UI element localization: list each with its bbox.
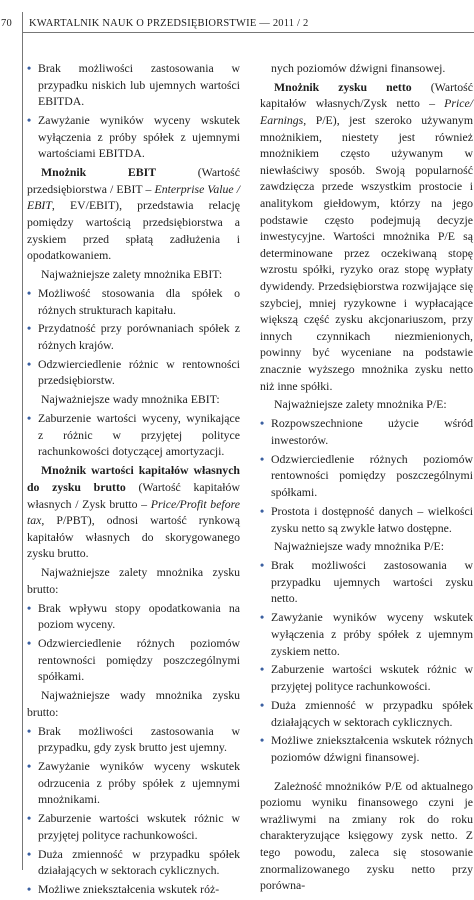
heading-ebit-advantages: Najważniejsze zalety mnożnika EBIT: [41, 267, 223, 282]
bullet-icon: • [260, 416, 265, 431]
continuation-text: nych poziomów dźwigni finansowej. [271, 61, 446, 75]
list-item: • Duża zmienność w przypadku spółek działających w sektorach cyklicznych. [27, 846, 240, 878]
bullet-icon: • [260, 558, 265, 573]
bullet-icon: • [260, 697, 265, 712]
bullet-icon: • [27, 636, 32, 651]
list-item: • Przydatność przy porównaniach spółek z różnych krajów. [27, 321, 240, 352]
heading-pbt-disadvantages: Najważniejsze wady mnożnika zysku brutto: [27, 688, 240, 719]
bullet-icon: • [260, 451, 265, 466]
bullet-icon: • [27, 61, 32, 75]
bullet-icon: • [27, 321, 32, 336]
list-item: • Możliwe zniekształcenia wskutek róż- [27, 882, 220, 897]
vertical-rule [22, 12, 23, 870]
list-item: • Zaburzenie wartości wskutek różnic w przyjętej polityce rachunkowości. [260, 662, 473, 694]
running-title: KWARTALNIK NAUK O PRZEDSIĘBIORSTWIE — 2011 / 2 [29, 18, 309, 29]
bullet-icon: • [27, 411, 32, 426]
bullet-icon: • [260, 610, 265, 625]
page-header [0, 0, 474, 34]
bullet-icon: • [260, 733, 265, 748]
list-item: • Brak możliwości zastosowania w przypadku ujemnych wartości zysku netto. [260, 558, 473, 606]
paragraph-ebit: Mnożnik EBIT (Wartość przedsiębiorstwa / EBIT – Enterprise Value / EBIT, EV/EBIT), przedstawia relację pomiędzy wartością przedsiębiorstwa a zyskiem przed spłatą zadłużenia i opodatkowaniem. [27, 165, 241, 263]
page-number: 70 [1, 18, 12, 29]
bullet-icon: • [260, 503, 265, 518]
paragraph-pbt: Mnożnik wartości kapitałów własnych do zysku brutto (Wartość kapitałów własnych / Zysk brutto – Price/Profit before tax, P/PBT), odnosi wartość rynkową kapitałów własnych do skorygowanego zysku brutto. [27, 463, 240, 561]
bullet-icon: • [27, 600, 32, 615]
bullet-icon: • [27, 846, 32, 861]
list-item: • Rozpowszechnione użycie wśród inwestorów. [260, 416, 473, 447]
list-item: • Duża zmienność w przypadku spółek działających w sektorach cyklicznych. [260, 697, 473, 729]
list-item: • Brak wpływu stopy opodatkowania na poziom wyceny. [27, 600, 240, 632]
bullet-icon: • [27, 811, 32, 826]
heading-pe-disadvantages: Najważniejsze wady mnożnika P/E: [274, 539, 445, 554]
heading-pe-advantages: Najważniejsze zalety mnożnika P/E: [274, 397, 447, 412]
list-item: • Możliwe zniekształcenia wskutek różnych poziomów dźwigni finansowej. [260, 733, 473, 765]
bullet-icon: • [27, 356, 32, 371]
bullet-icon: • [27, 723, 32, 738]
paragraph-pe-dependency: Zależność mnożników P/E od aktualnego poziomu wyniku finansowego czyni je wrażliwymi na zmiany rok do roku charakteryzujące księgowy zysk netto. Z tego powodu, zaleca się stosowanie znormalizowanego zysku netto przy porówna- [260, 778, 473, 893]
list-item: • Prostota i dostępność danych – wielkości zysku netto są zwykle łatwo dostępne. [260, 503, 473, 535]
bullet-icon: • [27, 882, 32, 897]
heading-ebit-disadvantages: Najważniejsze wady mnożnika EBIT: [41, 392, 220, 407]
left-column [27, 60, 240, 900]
right-column [260, 60, 473, 896]
list-item: • Odzwierciedlenie różnych poziomów rentowności pomiędzy poszczególnymi spółkami. [27, 636, 240, 684]
bullet-icon: • [27, 759, 32, 774]
list-item: • Zawyżanie wyników wyceny wskutek odrzucenia z próby spółek z ujemnymi mnożnikami. [27, 759, 240, 807]
list-item: • Zaburzenie wartości wyceny, wynikające z różnic w przyjętej polityce rachunkowości dotyczącej amortyzacji. [27, 411, 240, 459]
list-item: • Brak możliwości zastosowania w przypadku niskich lub ujemnych wartości EBITDA. [27, 61, 240, 109]
list-item: • Odzwierciedlenie różnych poziomów rentowności pomiędzy poszczególnymi spółkami. [260, 451, 473, 500]
bullet-icon: • [260, 662, 265, 677]
list-item: • Zawyżanie wyników wyceny wskutek wyłączenia z próby spółek z ujemnymi wartościami EBITDA. [27, 113, 240, 161]
heading-pbt-advantages: Najważniejsze zalety mnożnika zysku brutto: [27, 565, 240, 596]
list-item: • Możliwość stosowania dla spółek o różnych strukturach kapitału. [27, 285, 240, 317]
bullet-icon: • [27, 113, 32, 128]
header-rule [22, 32, 474, 33]
list-item: • Zawyżanie wyników wyceny wskutek wyłączenia z próby spółek z ujemnym zyskiem netto. [260, 610, 473, 658]
list-item: • Brak możliwości zastosowania w przypadku, gdy zysk brutto jest ujemny. [27, 723, 240, 755]
bullet-icon: • [27, 285, 32, 300]
list-item: • Zaburzenie wartości wskutek różnic w przyjętej polityce rachunkowości. [27, 811, 240, 842]
paragraph-pe: Mnożnik zysku netto (Wartość kapitałów własnych/Zysk netto – Price/ Earnings, P/E), jest szeroko używanym mnożnikiem, niestety jest również mnożnikiem często używanym w niewłaściwy sposób. Swoją popularność zawdzięcza przede wszystkim prostocie i analitykom giełdowym, którzy na jego podstawie często podejmują decyzje inwestycyjne. Wartości mnożnika P/E są determinowane przez oczekiwaną stopę wzrostu spółki, ryzyko oraz stopę wypłaty dywidendy. Przedsiębiorstwa rozwijające się szybciej, mniej ryzykowne i wypłacające większą część zysku akcjonariuszom, przy innych czynnikach niezmienionych, powinny być wyceniane na podstawie znacznie wyższego mnożnika zysku netto niż inne spółki. [260, 79, 473, 393]
list-item: • Odzwierciedlenie różnic w rentowności przedsiębiorstw. [27, 356, 240, 388]
